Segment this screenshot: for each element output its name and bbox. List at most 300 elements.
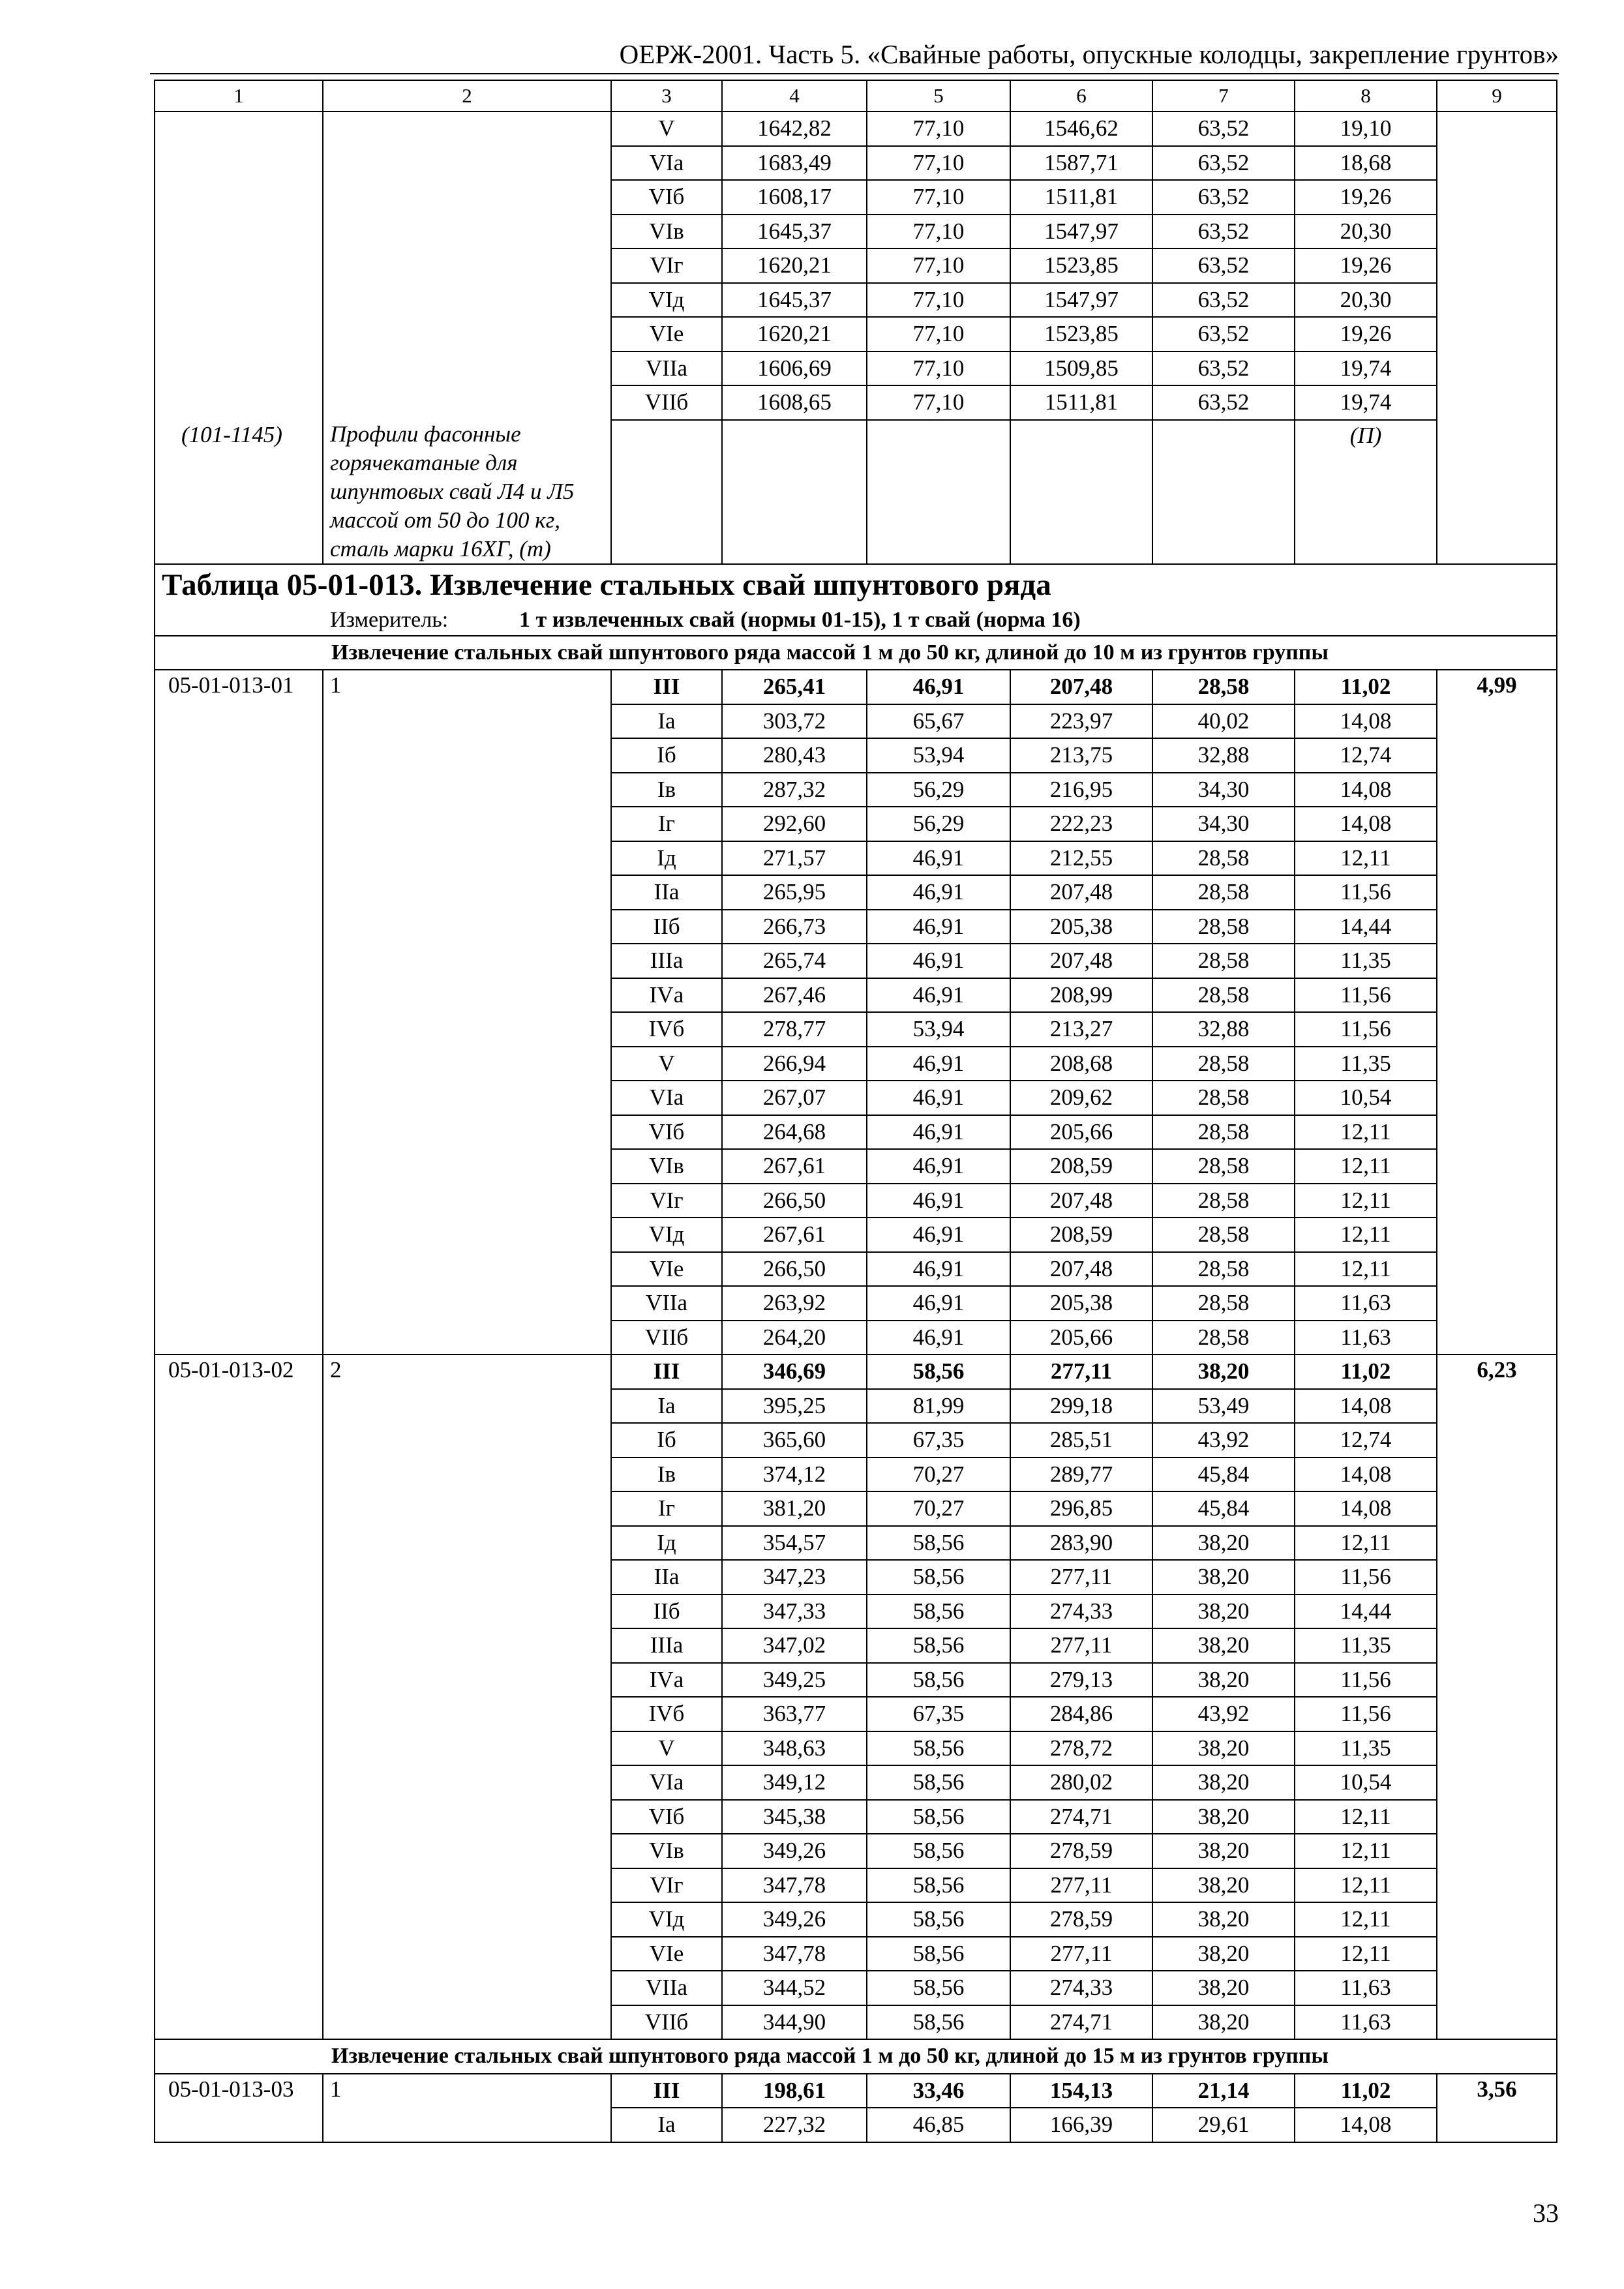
value-cell: 11,35: [1295, 1047, 1437, 1081]
value-cell: 81,99: [867, 1389, 1010, 1424]
norm-group: 2: [323, 1354, 611, 1389]
value-cell: 267,46: [722, 978, 867, 1013]
col9-cell: [1437, 352, 1557, 386]
empty-cell: [611, 420, 722, 564]
measure-value: 1 т извлеченных свай (нормы 01-15), 1 т свай (норма 16): [519, 607, 1081, 632]
value-cell: 14,44: [1295, 1594, 1437, 1629]
col9-cell: [1437, 283, 1557, 318]
section-title: Извлечение стальных свай шпунтового ряда массой 1 м до 50 кг, длиной до 15 м из грунтов группы: [155, 2039, 1557, 2074]
value-cell: 208,59: [1010, 1149, 1152, 1184]
soil-group-cell: Iа: [611, 1389, 722, 1424]
soil-group-cell: VIв: [611, 215, 722, 249]
value-cell: 213,75: [1010, 738, 1152, 773]
col9-cell: [1437, 1971, 1557, 2005]
value-cell: 266,50: [722, 1184, 867, 1218]
value-cell: 56,29: [867, 807, 1010, 841]
norm-code-cell: [155, 1902, 323, 1937]
norm-code-cell: [155, 807, 323, 841]
description-cell: [323, 978, 611, 1013]
table-row: [155, 1594, 1557, 1629]
description-cell: [323, 1115, 611, 1150]
col9-cell: [1437, 2108, 1557, 2142]
soil-group-cell: IIа: [611, 1560, 722, 1594]
value-cell: 209,62: [1010, 1081, 1152, 1115]
value-cell: 381,20: [722, 1491, 867, 1526]
value-cell: 14,08: [1295, 773, 1437, 807]
col9-cell: [1437, 1115, 1557, 1150]
value-cell: 12,74: [1295, 1423, 1437, 1458]
value-cell: 18,68: [1295, 146, 1437, 181]
norm-code-cell: [155, 1628, 323, 1663]
norm-code-cell: [155, 944, 323, 978]
empty-cell: [722, 420, 867, 564]
norm-group: 1: [323, 2074, 611, 2108]
soil-group-cell: IVб: [611, 1697, 722, 1731]
value-cell: 292,60: [722, 807, 867, 841]
value-cell: 11,02: [1295, 2074, 1437, 2108]
norm-code-cell: [155, 1594, 323, 1629]
value-cell: 278,77: [722, 1012, 867, 1047]
soil-group-cell: VIе: [611, 1252, 722, 1287]
description-cell: [323, 1765, 611, 1800]
column-number: 9: [1437, 80, 1557, 112]
description-cell: [323, 180, 611, 215]
norm-code-cell: [155, 1526, 323, 1561]
soil-group-cell: VIа: [611, 146, 722, 181]
value-cell: 208,59: [1010, 1218, 1152, 1252]
value-cell: 38,20: [1152, 1628, 1295, 1663]
value-cell: 12,11: [1295, 1834, 1437, 1868]
value-cell: 46,91: [867, 670, 1010, 704]
value-cell: 11,35: [1295, 1731, 1437, 1766]
col9-cell: [1437, 1012, 1557, 1047]
table-row: [155, 1115, 1557, 1150]
value-cell: 208,99: [1010, 978, 1152, 1013]
norm-code-cell: [155, 1800, 323, 1834]
value-cell: 58,56: [867, 1663, 1010, 1698]
value-cell: 38,20: [1152, 2005, 1295, 2040]
value-cell: 12,11: [1295, 1184, 1437, 1218]
table-row: [155, 1321, 1557, 1355]
norm-code-cell: [155, 1047, 323, 1081]
description-cell: [323, 1868, 611, 1903]
value-cell: 67,35: [867, 1423, 1010, 1458]
material-code: (101-1145): [155, 420, 323, 564]
value-cell: 11,35: [1295, 1628, 1437, 1663]
description-cell: [323, 112, 611, 146]
value-cell: 274,71: [1010, 1800, 1152, 1834]
norm-code-cell: [155, 215, 323, 249]
norm-code: 05-01-013-02: [155, 1354, 323, 1389]
value-cell: 77,10: [867, 248, 1010, 283]
column-number: 2: [323, 80, 611, 112]
col9-cell: [1437, 1594, 1557, 1629]
soil-group-cell: VIг: [611, 1868, 722, 1903]
description-cell: [323, 1526, 611, 1561]
table-row: [155, 385, 1557, 420]
description-cell: [323, 1252, 611, 1287]
value-cell: 19,74: [1295, 352, 1437, 386]
value-cell: 347,78: [722, 1868, 867, 1903]
value-cell: 1606,69: [722, 352, 867, 386]
soil-group-cell: VIб: [611, 1800, 722, 1834]
measure-row: [155, 605, 1557, 636]
description-cell: [323, 1321, 611, 1355]
value-cell: 34,30: [1152, 807, 1295, 841]
value-cell: 58,56: [867, 1628, 1010, 1663]
value-cell: 12,11: [1295, 1252, 1437, 1287]
value-cell: 347,33: [722, 1594, 867, 1629]
value-cell: 58,56: [867, 1526, 1010, 1561]
value-cell: 1547,97: [1010, 215, 1152, 249]
table-row: [155, 1423, 1557, 1458]
value-cell: 38,20: [1152, 1868, 1295, 1903]
value-cell: 354,57: [722, 1526, 867, 1561]
col9-cell: [1437, 1252, 1557, 1287]
description-cell: [323, 1800, 611, 1834]
table-title: Таблица 05-01-013. Извлечение стальных свай шпунтового ряда: [155, 564, 1557, 605]
table-row: [155, 283, 1557, 318]
soil-group-cell: VIб: [611, 180, 722, 215]
soil-group-cell: III: [611, 1354, 722, 1389]
value-cell: 28,58: [1152, 978, 1295, 1013]
value-cell: 265,95: [722, 875, 867, 910]
description-cell: [323, 1286, 611, 1321]
value-cell: 53,94: [867, 1012, 1010, 1047]
value-cell: 58,56: [867, 1731, 1010, 1766]
value-cell: 63,52: [1152, 352, 1295, 386]
table-row: [155, 1012, 1557, 1047]
col9-cell: [1437, 1458, 1557, 1492]
value-cell: 205,66: [1010, 1321, 1152, 1355]
soil-group-cell: VIб: [611, 1115, 722, 1150]
value-cell: 28,58: [1152, 841, 1295, 876]
value-cell: 1523,85: [1010, 317, 1152, 352]
col9-cell: [1437, 1184, 1557, 1218]
column-number: 3: [611, 80, 722, 112]
value-cell: 277,11: [1010, 1937, 1152, 1971]
page-header: ОЕРЖ-2001. Часть 5. «Свайные работы, опускные колодцы, закрепление грунтов»: [619, 39, 1559, 69]
value-cell: 289,77: [1010, 1458, 1152, 1492]
value-cell: 63,52: [1152, 146, 1295, 181]
col9-cell: [1437, 112, 1557, 146]
norm-code-cell: [155, 841, 323, 876]
value-cell: 14,08: [1295, 1458, 1437, 1492]
value-cell: 38,20: [1152, 1834, 1295, 1868]
description-cell: [323, 1389, 611, 1424]
value-cell: 1511,81: [1010, 180, 1152, 215]
value-cell: 46,91: [867, 978, 1010, 1013]
norm-code-cell: [155, 1663, 323, 1698]
value-cell: 70,27: [867, 1491, 1010, 1526]
soil-group-cell: Iд: [611, 841, 722, 876]
table-row: [155, 1286, 1557, 1321]
value-cell: 277,11: [1010, 1560, 1152, 1594]
description-cell: [323, 1012, 611, 1047]
value-cell: 63,52: [1152, 215, 1295, 249]
description-cell: [323, 385, 611, 420]
description-cell: [323, 1663, 611, 1698]
table-row: [155, 2074, 1557, 2108]
description-cell: [323, 1697, 611, 1731]
value-cell: 28,58: [1152, 1286, 1295, 1321]
norm-code: 05-01-013-01: [155, 670, 323, 704]
value-cell: 46,91: [867, 1115, 1010, 1150]
value-cell: 280,02: [1010, 1765, 1152, 1800]
norm-code-cell: [155, 1286, 323, 1321]
value-cell: 53,49: [1152, 1389, 1295, 1424]
value-cell: 11,56: [1295, 978, 1437, 1013]
value-cell: 363,77: [722, 1697, 867, 1731]
norm-code-cell: [155, 180, 323, 215]
value-cell: 365,60: [722, 1423, 867, 1458]
col9-cell: [1437, 1834, 1557, 1868]
norm-code-cell: [155, 1389, 323, 1424]
value-cell: 344,90: [722, 2005, 867, 2040]
norm-group: 1: [323, 670, 611, 704]
norm-code-cell: [155, 910, 323, 944]
col9-cell: [1437, 1081, 1557, 1115]
table-row: [155, 180, 1557, 215]
value-cell: 77,10: [867, 283, 1010, 318]
value-cell: 58,56: [867, 1800, 1010, 1834]
empty-cell: [1152, 420, 1295, 564]
col9-cell: [1437, 773, 1557, 807]
value-cell: 265,74: [722, 944, 867, 978]
col9-cell: [1437, 1765, 1557, 1800]
col9-cell: [1437, 944, 1557, 978]
col9-cell: [1437, 738, 1557, 773]
description-cell: [323, 2108, 611, 2142]
value-cell: 46,85: [867, 2108, 1010, 2142]
soil-group-cell: IVб: [611, 1012, 722, 1047]
value-cell: 21,14: [1152, 2074, 1295, 2108]
norms-table-body: [155, 80, 1557, 2142]
value-cell: 63,52: [1152, 180, 1295, 215]
description-cell: [323, 1149, 611, 1184]
col9-cell: [1437, 1663, 1557, 1698]
col9-cell: [1437, 1902, 1557, 1937]
value-cell: 1587,71: [1010, 146, 1152, 181]
value-cell: 14,44: [1295, 910, 1437, 944]
value-cell: 344,52: [722, 1971, 867, 2005]
value-cell: 395,25: [722, 1389, 867, 1424]
value-cell: 207,48: [1010, 1252, 1152, 1287]
description-cell: [323, 1971, 611, 2005]
col9-cell: [1437, 841, 1557, 876]
soil-group-cell: Iб: [611, 1423, 722, 1458]
table-row: [155, 248, 1557, 283]
col9-cell: [1437, 1800, 1557, 1834]
description-cell: [323, 1423, 611, 1458]
value-cell: 45,84: [1152, 1458, 1295, 1492]
table-row: [155, 1184, 1557, 1218]
col9-cell: [1437, 180, 1557, 215]
norm-code-cell: [155, 1115, 323, 1150]
value-cell: 46,91: [867, 1184, 1010, 1218]
table-row: [155, 1765, 1557, 1800]
norm-col9-value: 6,23: [1437, 1354, 1557, 1389]
soil-group-cell: IIIа: [611, 944, 722, 978]
table-row: [155, 807, 1557, 841]
table-row: [155, 910, 1557, 944]
value-cell: 264,20: [722, 1321, 867, 1355]
value-cell: 38,20: [1152, 1765, 1295, 1800]
soil-group-cell: Iб: [611, 738, 722, 773]
soil-group-cell: Iв: [611, 773, 722, 807]
value-cell: 77,10: [867, 385, 1010, 420]
value-cell: 1642,82: [722, 112, 867, 146]
col9-cell: [1437, 978, 1557, 1013]
value-cell: 38,20: [1152, 1902, 1295, 1937]
soil-group-cell: VIд: [611, 283, 722, 318]
value-cell: 166,39: [1010, 2108, 1152, 2142]
value-cell: 58,56: [867, 1971, 1010, 2005]
table-row: [155, 875, 1557, 910]
value-cell: 208,68: [1010, 1047, 1152, 1081]
soil-group-cell: Iг: [611, 1491, 722, 1526]
value-cell: 11,63: [1295, 1286, 1437, 1321]
value-cell: 296,85: [1010, 1491, 1152, 1526]
section-title-row: [155, 636, 1557, 670]
value-cell: 347,23: [722, 1560, 867, 1594]
value-cell: 58,56: [867, 1834, 1010, 1868]
section-title: Извлечение стальных свай шпунтового ряда массой 1 м до 50 кг, длиной до 10 м из грунтов группы: [155, 636, 1557, 670]
table-row: [155, 1149, 1557, 1184]
norm-code-cell: [155, 1491, 323, 1526]
col9-cell: [1437, 875, 1557, 910]
norm-code-cell: [155, 875, 323, 910]
value-cell: 212,55: [1010, 841, 1152, 876]
table-row: [155, 1081, 1557, 1115]
value-cell: 58,56: [867, 1594, 1010, 1629]
soil-group-cell: IIб: [611, 910, 722, 944]
table-row: [155, 146, 1557, 181]
value-cell: 65,67: [867, 704, 1010, 739]
description-cell: [323, 1458, 611, 1492]
soil-group-cell: VIIб: [611, 385, 722, 420]
norm-code-cell: [155, 248, 323, 283]
value-cell: 277,11: [1010, 1628, 1152, 1663]
value-cell: 28,58: [1152, 1321, 1295, 1355]
table-row: [155, 317, 1557, 352]
norm-code: 05-01-013-03: [155, 2074, 323, 2108]
description-cell: [323, 944, 611, 978]
value-cell: 205,66: [1010, 1115, 1152, 1150]
description-cell: [323, 1560, 611, 1594]
table-row: [155, 1834, 1557, 1868]
value-cell: 374,12: [722, 1458, 867, 1492]
value-cell: 14,08: [1295, 704, 1437, 739]
value-cell: 265,41: [722, 670, 867, 704]
value-cell: 278,72: [1010, 1731, 1152, 1766]
norm-code-cell: [155, 1765, 323, 1800]
value-cell: 1511,81: [1010, 385, 1152, 420]
norm-code-cell: [155, 978, 323, 1013]
value-cell: 283,90: [1010, 1526, 1152, 1561]
value-cell: 63,52: [1152, 248, 1295, 283]
value-cell: 349,26: [722, 1902, 867, 1937]
value-cell: 266,73: [722, 910, 867, 944]
soil-group-cell: VIв: [611, 1149, 722, 1184]
table-row: [155, 1458, 1557, 1492]
empty-cell: [867, 420, 1010, 564]
value-cell: 1645,37: [722, 215, 867, 249]
value-cell: 278,59: [1010, 1902, 1152, 1937]
col9-cell: [1437, 1218, 1557, 1252]
value-cell: 63,52: [1152, 385, 1295, 420]
soil-group-cell: VIIб: [611, 1321, 722, 1355]
value-cell: 222,23: [1010, 807, 1152, 841]
soil-group-cell: IIIа: [611, 1628, 722, 1663]
norm-code-cell: [155, 1321, 323, 1355]
value-cell: 63,52: [1152, 283, 1295, 318]
value-cell: 19,26: [1295, 317, 1437, 352]
value-cell: 38,20: [1152, 1937, 1295, 1971]
norm-code-cell: [155, 1149, 323, 1184]
value-cell: 12,11: [1295, 1868, 1437, 1903]
col9-cell: [1437, 807, 1557, 841]
description-cell: [323, 248, 611, 283]
value-cell: 11,56: [1295, 875, 1437, 910]
table-row: [155, 1491, 1557, 1526]
description-cell: [323, 1594, 611, 1629]
col9-cell: [1437, 1937, 1557, 1971]
norm-code-cell: [155, 1184, 323, 1218]
value-cell: 38,20: [1152, 1560, 1295, 1594]
table-row: [155, 738, 1557, 773]
value-cell: 38,20: [1152, 1526, 1295, 1561]
value-cell: 277,11: [1010, 1868, 1152, 1903]
table-row: [155, 1047, 1557, 1081]
value-cell: 14,08: [1295, 1389, 1437, 1424]
col9-cell: [1437, 1526, 1557, 1561]
value-cell: 46,91: [867, 1149, 1010, 1184]
description-cell: [323, 2005, 611, 2040]
soil-group-cell: VIIа: [611, 1971, 722, 2005]
col9-cell: [1437, 1389, 1557, 1424]
value-cell: 46,91: [867, 910, 1010, 944]
soil-group-cell: VIд: [611, 1902, 722, 1937]
value-cell: 1645,37: [722, 283, 867, 318]
description-cell: [323, 1902, 611, 1937]
value-cell: 19,74: [1295, 385, 1437, 420]
col9-cell: [1437, 1628, 1557, 1663]
value-cell: 207,48: [1010, 944, 1152, 978]
soil-group-cell: V: [611, 1047, 722, 1081]
table-row: [155, 1800, 1557, 1834]
value-cell: 12,11: [1295, 1149, 1437, 1184]
col9-cell: [1437, 420, 1557, 564]
value-cell: 10,54: [1295, 1765, 1437, 1800]
table-title-row: [155, 564, 1557, 605]
norm-code-cell: [155, 1834, 323, 1868]
value-cell: 10,54: [1295, 1081, 1437, 1115]
value-cell: 285,51: [1010, 1423, 1152, 1458]
value-cell: 56,29: [867, 773, 1010, 807]
soil-group-cell: III: [611, 670, 722, 704]
value-cell: 53,94: [867, 738, 1010, 773]
value-cell: 38,20: [1152, 1800, 1295, 1834]
value-cell: 46,91: [867, 1047, 1010, 1081]
value-cell: 346,69: [722, 1354, 867, 1389]
col9-cell: [1437, 1560, 1557, 1594]
value-cell: 20,30: [1295, 283, 1437, 318]
norms-table: [154, 80, 1557, 2143]
table-row: [155, 1628, 1557, 1663]
value-cell: 58,56: [867, 1868, 1010, 1903]
table-row: [155, 978, 1557, 1013]
